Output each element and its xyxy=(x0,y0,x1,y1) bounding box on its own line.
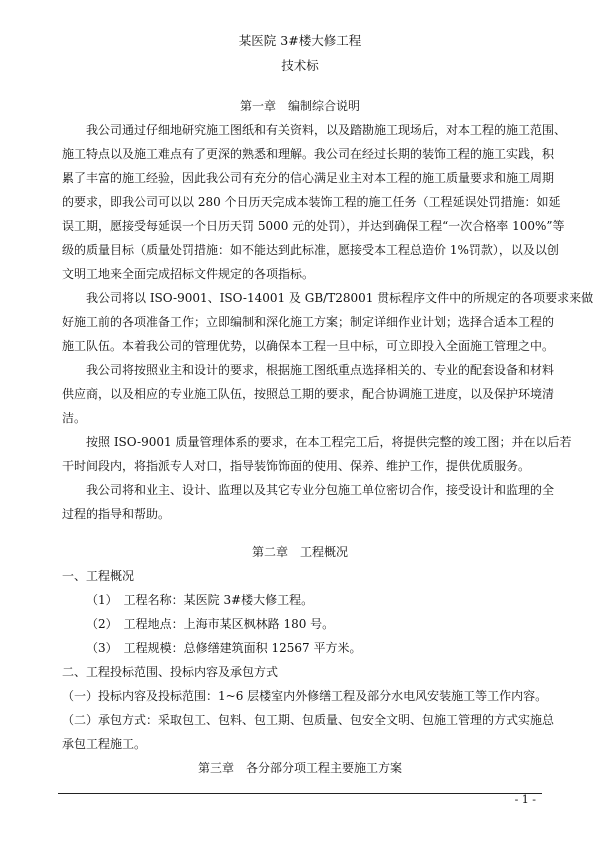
paragraph-line: 我公司将以 ISO-9001、ISO-14001 及 GB/T28001 贯标程序文件中的所规定的各项要求来做 xyxy=(86,291,594,305)
paragraph-line: 干时间段内，将指派专人对口，指导装饰饰面的使用、保养、维护工作，提供优质服务。 xyxy=(62,459,531,473)
paragraph-line: 供应商，以及相应的专业施工队伍，按照总工期的要求，配合协调施工进度，以及保护环境清 xyxy=(62,387,555,401)
subsection-line: （二）承包方式：采取包工、包料、包工期、包质量、包安全文明、包施工管理的方式实施总 xyxy=(62,713,555,727)
page-number: - 1 - xyxy=(514,793,536,806)
project-scale-item: （3） 工程规模：总修缮建筑面积 12567 平方米。 xyxy=(86,641,362,655)
paragraph-line: 级的质量目标（质量处罚措施：如不能达到此标准，愿接受本工程总造价 1%罚款），以及以创 xyxy=(62,243,559,257)
chapter3-heading: 第三章 各分部分项工程主要施工方案 xyxy=(197,761,402,775)
paragraph-line: 我公司将和业主、设计、监理以及其它专业分包施工单位密切合作，接受设计和监理的全 xyxy=(86,483,555,497)
paragraph-line: 施工队伍。本着我公司的管理优势，以确保本工程一旦中标，可立即投入全面施工管理之中。 xyxy=(62,339,555,353)
subsection-line: （一）投标内容及投标范围：1~6 层楼室内外修缮工程及部分水电风安装施工等工作内容。 xyxy=(62,689,548,703)
paragraph-line: 文明工地来全面完成招标文件规定的各项指标。 xyxy=(62,267,315,281)
section-heading: 二、工程投标范围、投标内容及承包方式 xyxy=(62,665,279,679)
chapter1-heading: 第一章 编制综合说明 xyxy=(239,99,360,113)
paragraph-line: 我公司通过仔细地研究施工图纸和有关资料，以及踏勘施工现场后，对本工程的施工范围、 xyxy=(86,123,567,137)
section-heading: 一、工程概况 xyxy=(62,569,135,583)
document-title: 某医院 3#楼大修工程 xyxy=(238,33,362,48)
paragraph-line: 好施工前的各项准备工作；立即编制和深化施工方案；制定详细作业计划；选择合适本工程的 xyxy=(62,315,555,329)
paragraph-line: 施工特点以及施工难点有了更深的熟悉和理解。我公司在经过长期的装饰工程的施工实践，积 xyxy=(62,147,555,161)
subsection-line: 承包工程施工。 xyxy=(62,737,147,751)
footer-rule xyxy=(58,793,542,794)
paragraph-line: 洁。 xyxy=(62,411,87,425)
paragraph-line: 误工期，愿接受每延误一个日历天罚 5000 元的处罚），并达到确保工程“一次合格率 100%”等 xyxy=(62,219,565,233)
project-name-item: （1） 工程名称：某医院 3#楼大修工程。 xyxy=(86,593,314,607)
chapter2-heading: 第二章 工程概况 xyxy=(251,545,348,559)
paragraph-line: 过程的指导和帮助。 xyxy=(62,507,171,521)
document-subtitle: 技术标 xyxy=(281,58,319,73)
paragraph-line: 按照 ISO-9001 质量管理体系的要求，在本工程完工后，将提供完整的竣工图；并在以后若 xyxy=(86,435,572,449)
paragraph-line: 的要求，即我公司可以以 280 个日历天完成本装饰工程的施工任务（工程延误处罚措施：如延 xyxy=(62,195,561,209)
paragraph-line: 累了丰富的施工经验，因此我公司有充分的信心满足业主对本工程的施工质量要求和施工周期 xyxy=(62,171,555,185)
paragraph-line: 我公司将按照业主和设计的要求，根据施工图纸重点选择相关的、专业的配套设备和材料 xyxy=(86,363,555,377)
project-location-item: （2） 工程地点：上海市某区枫林路 180 号。 xyxy=(86,617,335,631)
